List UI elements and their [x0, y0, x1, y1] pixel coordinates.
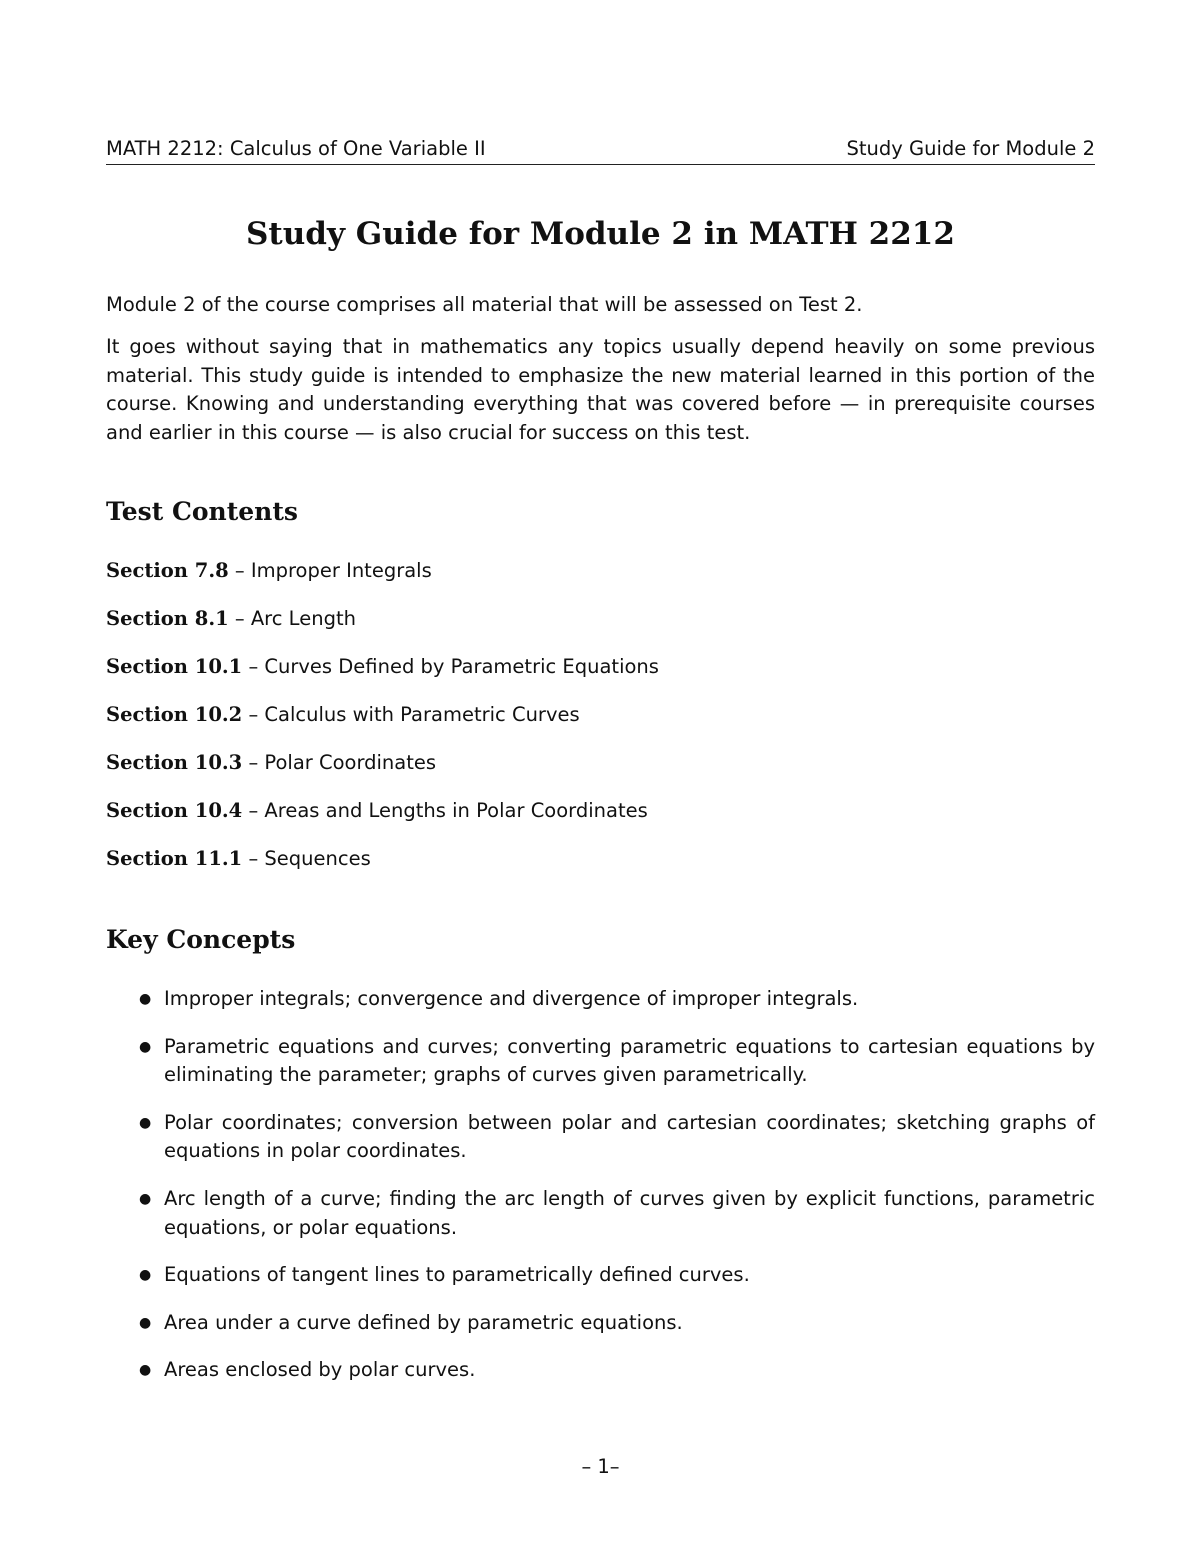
page-number: – 1–	[581, 1455, 620, 1478]
concept-text: Areas enclosed by polar curves.	[164, 1358, 476, 1382]
topic-item	[106, 557, 1095, 605]
topic-section-number: Section 10.2	[106, 703, 243, 726]
bullet-icon: ●	[139, 1114, 152, 1131]
topic-title: – Calculus with Parametric Curves	[248, 703, 580, 726]
bullet-icon: ●	[139, 1038, 152, 1055]
topic-section-number: Section 10.1	[106, 655, 243, 678]
topic-item	[106, 797, 1095, 845]
bullet-icon: ●	[139, 1190, 152, 1207]
test-contents-list	[106, 557, 1095, 893]
running-header	[106, 136, 1095, 165]
document-page	[106, 0, 1095, 1553]
bullet-icon: ●	[139, 1362, 152, 1379]
key-concepts-list	[106, 985, 1095, 1404]
topic-title: – Areas and Lengths in Polar Coordinates	[248, 799, 648, 822]
concept-item	[106, 1356, 1095, 1385]
topic-title: – Sequences	[248, 847, 371, 870]
concept-text: Parametric equations and curves; converting parametric equations to cartesian equations by eliminating the parameter; graphs of curves given parametrically.	[164, 1034, 1095, 1087]
intro-paragraph-2: It goes without saying that in mathematics any topics usually depend heavily on some previous material. This study guide is intended to emphasize the new material learned in this portion of the course. Knowing and understanding everything that was covered before — in prerequisite courses and earlier in this course — is also crucial for success on this test.	[106, 335, 1095, 444]
topic-section-number: Section 10.3	[106, 751, 243, 774]
topic-title: – Polar Coordinates	[248, 751, 437, 774]
topic-section-number: Section 7.8	[106, 559, 229, 582]
topic-item	[106, 845, 1095, 893]
concept-text: Equations of tangent lines to parametrically defined curves.	[164, 1263, 750, 1287]
topic-item	[106, 701, 1095, 749]
concept-text: Improper integrals; convergence and divergence of improper integrals.	[164, 987, 859, 1010]
bullet-icon: ●	[139, 991, 152, 1007]
topic-item	[106, 653, 1095, 701]
topic-title: – Arc Length	[234, 607, 356, 630]
bullet-icon: ●	[139, 1314, 152, 1331]
concept-item	[106, 1261, 1095, 1290]
concept-item	[106, 1033, 1095, 1090]
key-concepts-heading: Key Concepts	[106, 925, 296, 954]
intro-paragraph-1: Module 2 of the course comprises all material that will be assessed on Test 2.	[106, 293, 863, 316]
page-title: Study Guide for Module 2 in MATH 2212	[246, 216, 955, 252]
topic-section-number: Section 8.1	[106, 607, 229, 630]
concept-item	[106, 1309, 1095, 1338]
concept-item	[106, 985, 1095, 1014]
header-course-title: MATH 2212: Calculus of One Variable II	[106, 137, 486, 160]
topic-section-number: Section 10.4	[106, 799, 243, 822]
concept-text: Area under a curve defined by parametric equations.	[164, 1310, 683, 1334]
bullet-icon: ●	[139, 1267, 152, 1284]
topic-title: – Curves Defined by Parametric Equations	[248, 655, 659, 678]
topic-item	[106, 605, 1095, 653]
test-contents-heading: Test Contents	[106, 497, 298, 526]
concept-text: Arc length of a curve; finding the arc length of curves given by explicit functions, parametric equations, or polar equations.	[164, 1186, 1095, 1239]
topic-item	[106, 749, 1095, 797]
concept-item	[106, 1109, 1095, 1166]
concept-text: Polar coordinates; conversion between polar and cartesian coordinates; sketching graphs of equations in polar coordinates.	[164, 1110, 1095, 1163]
header-guide-title: Study Guide for Module 2	[846, 137, 1095, 160]
topic-section-number: Section 11.1	[106, 847, 243, 870]
topic-title: – Improper Integrals	[234, 559, 432, 582]
concept-item	[106, 1185, 1095, 1242]
